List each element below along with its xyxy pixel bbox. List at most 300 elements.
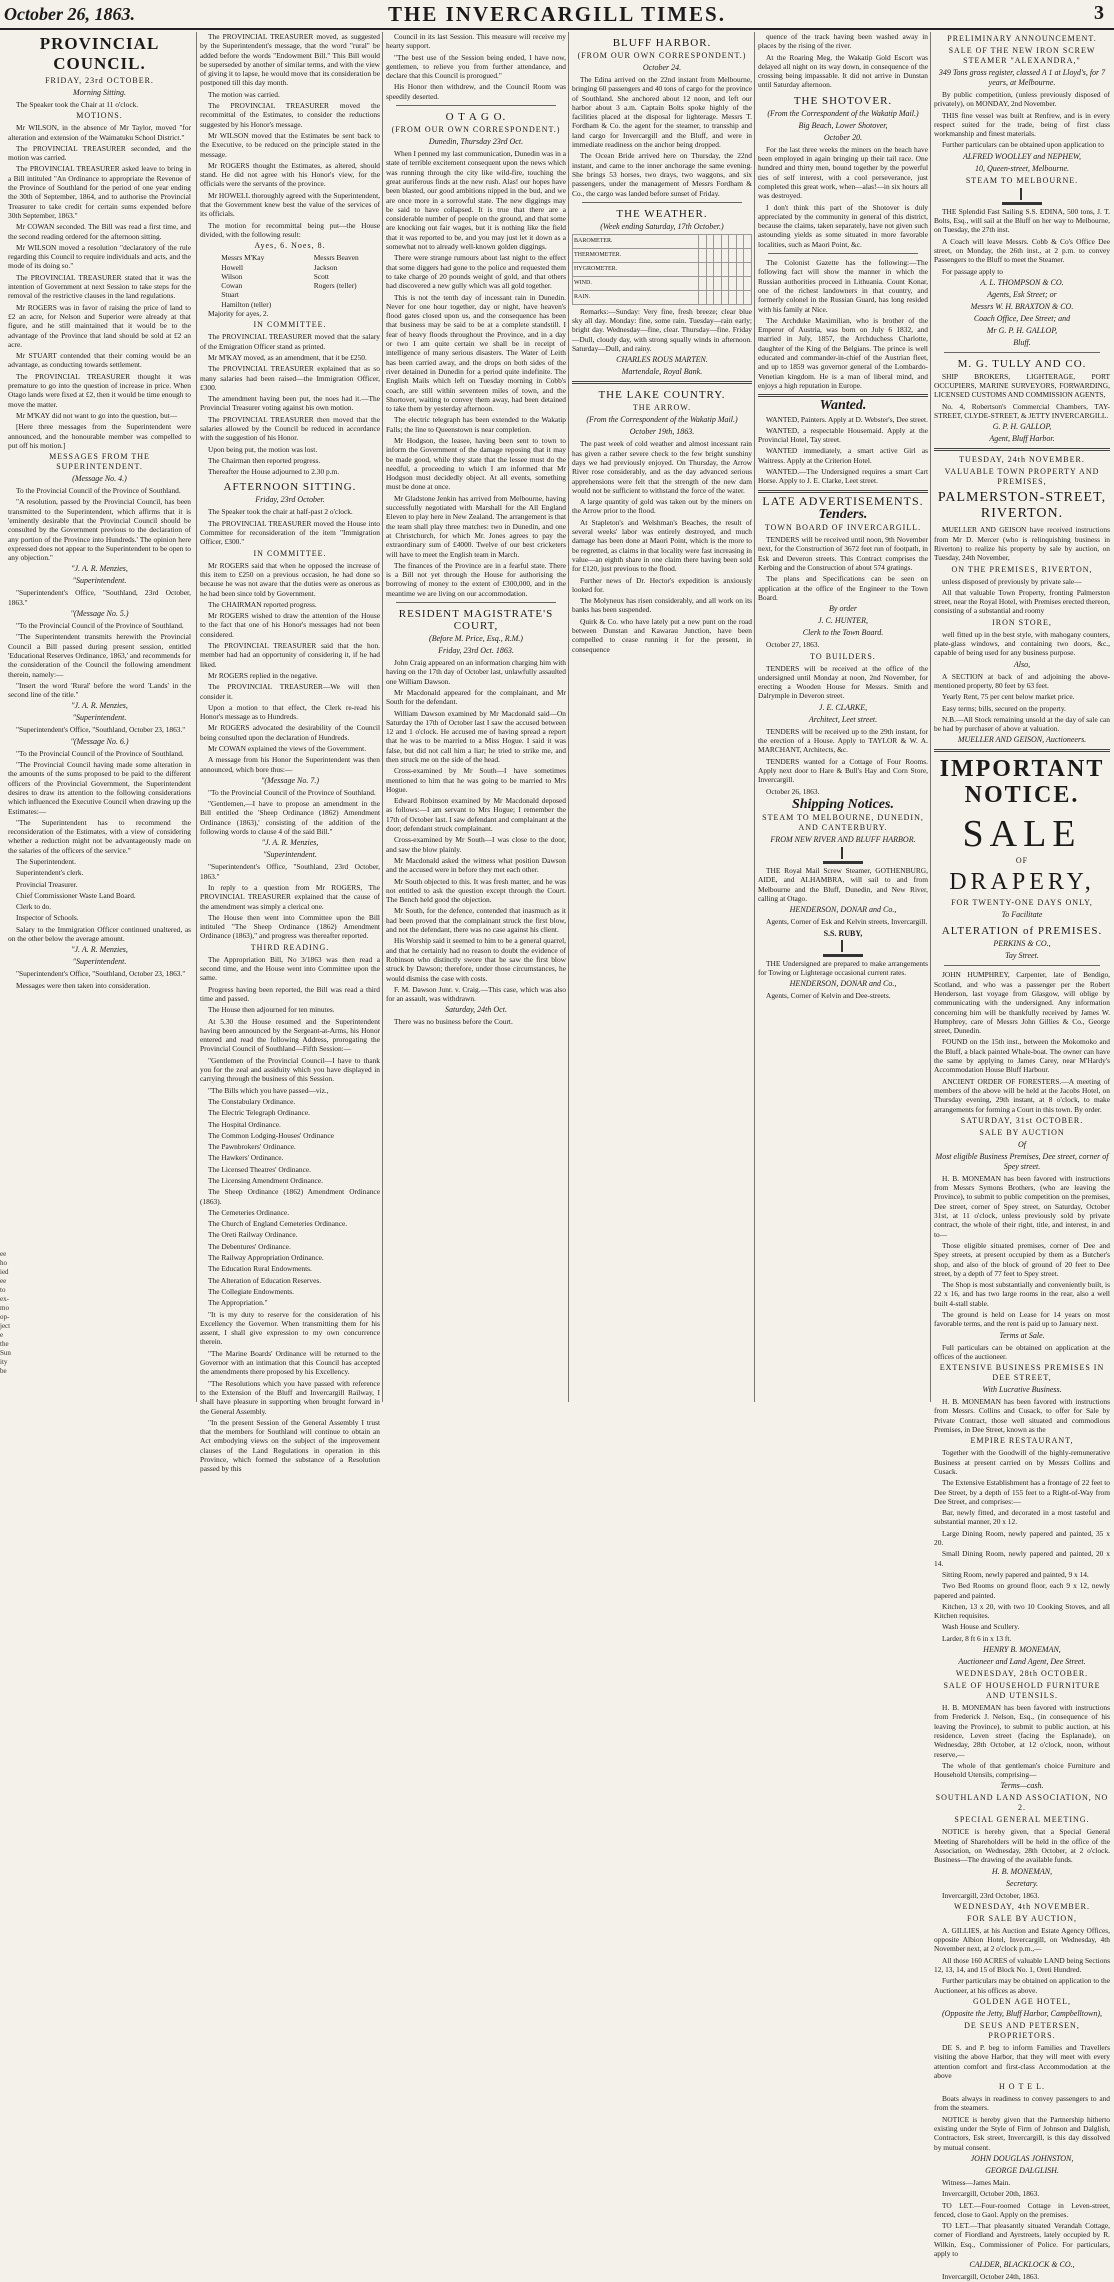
paragraph: The Appropriation Bill, No 3/1863 was then read a second time, and the House went into Committee upon the same. <box>200 954 380 983</box>
list-item: The Constabulary Ordinance. <box>208 1096 296 1106</box>
signature: J. C. HUNTER, <box>818 616 868 626</box>
paragraph: The past week of cold weather and almost incessant rain has given a rather severe check to the few bright sunshiny days we had previously enjoyed. On Thursday, the Arrow River rose considerably, and as the day advanced serious apprehensions were felt that the strength of the new dam would not be sufficient to withstand the force of the water. <box>572 439 752 495</box>
paragraph: The electric telegraph has been extended to the Wakatip Falls; the line to Queenstown is near completion. <box>386 415 566 434</box>
also-line: Also, <box>1013 659 1031 669</box>
columns <box>8 32 1110 2282</box>
paragraph: The PROVINCIAL TREASURER—We will then consider it. <box>200 682 380 701</box>
paragraph: Majority for ayes, 2. <box>208 309 269 319</box>
list-item: The Hospital Ordinance. <box>208 1119 281 1129</box>
fragment: op- <box>0 1313 10 1321</box>
agent-address: Agents, Esk Street; or <box>987 289 1057 299</box>
paragraph: There was no business before the Court. <box>394 1017 513 1027</box>
divider <box>758 394 928 397</box>
list-item: Howell <box>221 262 244 272</box>
list-item: Wash House and Scullery. <box>942 1622 1020 1632</box>
arrow-heading: THE ARROW. <box>632 403 692 413</box>
of-line: Of <box>1018 1139 1026 1149</box>
section-label: THIRD READING. <box>250 942 330 952</box>
divider <box>944 352 1100 353</box>
paragraph: The Edina arrived on the 22nd instant from Melbourne, bringing 60 passengers and 40 tons of cargo for the province of Southland. She anchored about 12 noon, and left our harbor about 3 a.m. Captain Bolts spoke highly of the facilities placed at the disposal for lighterage. Messrs T. Fordham & Co. the agent for the steamer, to transship and land cargo for Invercargill and the Bluff, and were in immediate readiness on the anchor being dropped. <box>572 75 752 150</box>
list-item: Salary to the Immigration Officer continued unaltered, as on the other below the average amount. <box>8 924 191 944</box>
column-1 <box>8 32 191 1402</box>
signature-title: Agent, Bluff Harbor. <box>989 434 1055 444</box>
paragraph: At Stapleton's and Welshman's Beaches, the result of several weeks' labor was entirely destroyed, and much damage has been done at Maori Point, which is the more to be regretted, as claims in that locality were fast increasing in value—an eighth share in one claim there having been sold for £120, just previous to the flood. <box>572 517 752 574</box>
weather-table <box>572 234 752 305</box>
paragraph: All those 160 ACRES of valuable LAND being Sections 12, 13, 14, and 15 of Block No. 1, Oreti Hundred. <box>934 1955 1110 1975</box>
column-2 <box>196 32 380 1474</box>
paragraph: The Molyneux has risen considerably, and all work on its banks has been suspended. <box>572 596 752 615</box>
signature-title: Architect, Leet street. <box>808 714 878 724</box>
list-item: The Licensing Amendment Ordinance. <box>208 1175 323 1185</box>
ship-icon <box>1002 188 1042 205</box>
paragraph: Mr ROGERS wished to draw the attention of the House to the fact that one of his Honor's messages had not been considered. <box>200 611 380 639</box>
steam-melbourne-heading: STEAM TO MELBOURNE. <box>965 175 1079 185</box>
list-item: The Sheep Ordinance (1862) Amendment Ordinance (1863). <box>200 1187 380 1206</box>
dateline: October 24. <box>642 63 682 72</box>
paragraph: By public competition, (unless previously disposed of privately), on MONDAY, 2nd November. <box>934 90 1110 109</box>
paragraph: Mr Hodgson, the leasee, having been sent to town to inform the Government of the damage reposing that it may be made good, while they state that the lessee must do the needful, a proceeding to which I am informed that Mr Hodgson must decidedly object. At all events, something must be done at once. <box>386 435 566 492</box>
section-label: IN COMMITTEE. <box>253 320 327 330</box>
divider <box>944 965 1100 966</box>
rooms-list <box>934 1508 1110 1643</box>
list-item: Provincial Treasurer. <box>16 879 78 889</box>
hotel-heading: H O T E L. <box>999 2082 1045 2092</box>
list-item: Rogers (teller) <box>313 281 357 291</box>
offices-list <box>8 857 191 943</box>
provincial-council-heading: PROVINCIAL COUNCIL. <box>39 34 160 73</box>
signature: "J. A. R. Menzies, <box>71 701 128 711</box>
bluff-harbor-heading: BLUFF HARBOR. <box>612 37 712 49</box>
paragraph: To the Provincial Council of the Province of Southland. <box>16 486 181 496</box>
paragraph: The whole of that gentleman's choice Furniture and Household Utensils, comprising— <box>934 1760 1110 1780</box>
paragraph: "Superintendent's Office, "Southland, 23rd October, 1863." <box>8 588 191 607</box>
list-item: Larder, 8 ft 6 in x 13 ft. <box>942 1633 1012 1643</box>
classified-ad: WANTED, a respectable Housemaid. Apply at the Provincial Hotel, Tay street. <box>758 425 928 445</box>
paragraph: The House then went into Committee upon the Bill intituled "The Sheep Ordinance (1862) Amendment Ordinance (1863)," and progress was thereafter reported. <box>200 912 380 941</box>
paragraph: The Ocean Bride arrived here on Thursday, the 22nd instant, and came to the inner anchorage the same evening. She brings 53 horses, two drays, two waggons, and six passengers, under the management of Messrs Fordham & Co., the cargo was landed before sunset of Friday. <box>572 151 752 198</box>
paragraph: Mr WILSON moved a resolution "declaratory of the rule regarding this Council to require individuals and acts, and the mode of its doing so." <box>8 242 191 271</box>
ayes-list <box>221 253 271 309</box>
paragraph: FOUND on the 15th inst., between the Mokomoko and the Bluff, a black painted Whale-boat. The owner can have the same by applying to James Carey, near M'Hardy's Accommodation House Bluff Harbour. <box>934 1037 1110 1075</box>
paragraph: "Gentlemen of the Provincial Council—I have to thank you for the zeal and assiduity which you have displayed in carrying through the business of this Session. <box>200 1055 380 1084</box>
dateline: SATURDAY, 31st OCTOBER. <box>960 1115 1084 1125</box>
fragment: Sun <box>0 1349 11 1357</box>
special-meeting-heading: SPECIAL GENERAL MEETING. <box>954 1815 1090 1825</box>
drapery-heading: DRAPERY, <box>949 869 1095 896</box>
signature-title: "Superintendent. <box>72 957 127 967</box>
palmerston-heading: PALMERSTON-STREET, RIVERTON. <box>937 490 1107 522</box>
paragraph: Mr M'KAY did not want to go into the question, but— <box>16 410 178 420</box>
paragraph: William Dawson examined by Mr Macdonald said—On Saturday the 17th of October last I saw the accused between 12 and 1 o'clock. He accused me of having spread a report that he was to be married to a Miss Hogue. I said it was false, but did not call him a liar; he tried to strike me, and then struck me on the side of the head. <box>386 708 566 764</box>
paragraph: The motion was carried. <box>208 89 280 99</box>
paragraph: THE Royal Mail Screw Steamer, GOTHENBURG, AIDE, and ALHAMBRA, will sail to and from Melbourne and the Bluff, Dunedin, and New River, calling at Otago. <box>758 866 928 903</box>
paragraph: In reply to a question from Mr ROGERS, The PROVINCIAL TREASURER explained that the cause of the amendment was simply a clerical one. <box>200 882 380 911</box>
list-item: Inspector of Schools. <box>16 913 79 923</box>
alteration-heading: ALTERATION of PREMISES. <box>941 925 1103 938</box>
signature: MUELLER AND GEISON, Auctioneers. <box>957 735 1087 745</box>
proprietors-line: DE SEUS AND PETERSEN, PROPRIETORS. <box>964 2020 1080 2040</box>
paragraph: The Archduke Maximilian, who is brother of the Emperor of Austria, was born on July 6 1832, and married in July, 1857, the Archduchess Charlotte, daughter of the King of the Belgians. The prince is well educated and commander-in-chief of the Austrian fleet, and up to 1859 was governor general of the Lombardo-Venetian kingdom. He is a man of liberal mind, and enjoys a high reputation in Europe. <box>758 315 928 390</box>
dateline: October 20. <box>823 132 863 142</box>
paragraph: Agents, Corner of Kelvin and Dee-streets. <box>766 991 891 1001</box>
list-item: Large Dining Room, newly papered and painted, 35 x 20. <box>934 1528 1110 1548</box>
builders-heading: TO BUILDERS. <box>810 651 876 661</box>
paragraph: Messages were then taken into consideration. <box>16 980 151 990</box>
paragraph: Edward Robinson examined by Mr Macdonald deposed as follows:—I am servant to Mrs Hogue; I remember the 17th of October last. I saw defendant and complainant at the door; defendant struck complainant. <box>386 796 566 834</box>
twenty-one-days-line: FOR TWENTY-ONE DAYS ONLY, <box>951 898 1093 908</box>
paragraph: For passage apply to <box>942 266 1003 276</box>
paragraph: The Chairman then reported progress. <box>208 455 321 465</box>
tully-heading: M. G. TULLY AND CO. <box>957 357 1087 370</box>
signature-title: Auctioneer and Land Agent, Dee Street. <box>958 1657 1086 1667</box>
paragraph: Easy terms; bills, secured on the property. <box>942 703 1066 713</box>
signature-title: "Superintendent. <box>72 713 127 723</box>
list-item: Messrs M'Kay <box>221 253 265 263</box>
paragraph: October 26, 1863. <box>766 786 820 796</box>
list-item: Clerk to do. <box>16 902 52 912</box>
paragraph: H. B. MONEMAN has been favored with instructions from Messrs. Collins and Cusack, to offer for Sale by Private Contract, those well situated and commodious Premises, in Dee Street, known as the <box>934 1397 1110 1435</box>
paragraph: The PROVINCIAL TREASURER explained that as so many salaries had been raised—the Immigration Officer, £300. <box>200 364 380 392</box>
paragraph: His Worship said it seemed to him to be a general quarrel, and that he certainly had no reason to doubt the evidence of Robinson who distinctly swore that he saw the first blow struck by Dawson; therefore, under those circumstances, he would dismiss the case with costs. <box>386 936 566 983</box>
paragraph: Boats always in readiness to convey passengers to and from the steamers. <box>934 2094 1110 2113</box>
paragraph: Cross-examined by Mr South—I was close to the door, and saw the blow plainly. <box>386 835 566 854</box>
resident-magistrate-heading: RESIDENT MAGISTRATE'S COURT, <box>398 608 554 633</box>
sitting-line: Morning Sitting. <box>73 88 126 97</box>
valuable-property-heading: VALUABLE TOWN PROPERTY AND PREMISES, <box>944 467 1100 487</box>
golden-age-hotel-heading: GOLDEN AGE HOTEL, <box>972 1996 1072 2006</box>
paragraph: ANCIENT ORDER OF FORESTERS.—A meeting of members of the above will be held at the Jacobs Hotel, on Thursday evening, 29th instant, at 8 o'clock, to make arrangements for forming a Court in this town. By order. <box>934 1076 1110 1114</box>
paragraph: "The Bills which you have passed—viz., <box>208 1085 329 1095</box>
list-item: The Oreti Railway Ordinance. <box>208 1230 298 1240</box>
fragment: ied <box>0 1268 9 1276</box>
paragraph: F. M. Dawson Junr. v. Craig.—This case, which was also for an assault, was withdrawn. <box>386 984 566 1004</box>
table-cell: WIND. <box>573 276 699 290</box>
paragraph: Mr ROGERS was in favor of raising the price of land to £2 an acre, for Nelson and Superior were already at that figure, and he still maintained that it would be to the advantage of the Province that land should be sold at £2 an acre. <box>8 302 191 349</box>
correspondent-line: (FROM OUR OWN CORRESPONDENT.) <box>577 51 747 60</box>
paragraph: The PROVINCIAL TREASURER thought it was premature to go into the question of increase in price. When Otago lands were fixed at £2, then it would be time enough to move the matter. <box>8 371 191 409</box>
paragraph: A. GILLIES, at his Auction and Estate Agency Offices, opposite Albion Hotel, Invercargill, on Wednesday, 4th November next, at 2 o'clock p.m.,— <box>934 1925 1110 1954</box>
paragraph: THE Undersigned are prepared to make arrangements for Towing or Lighterage occasional current rates. <box>758 958 928 978</box>
paragraph: I don't think this part of the Shotover is duly appreciated by the community in general of this district, because the claims, taken separately, have not given such astounding yields as some situated in more favorable localities, such as Maori Point, &c. <box>758 202 928 249</box>
paragraph: TENDERS will be received up to the 29th instant, for the erection of a House. Apply to TAYLOR & W. A. MARCHANT, Architects, &c. <box>758 726 928 755</box>
paragraph: Mr ROGERS thought the Estimates, as altered, should stand. He did not agree with his Honor's view, for the officials were the servants of the province. <box>200 160 380 189</box>
list-item: Cowan <box>221 281 243 291</box>
paragraph: All that valuable Town Property, fronting Palmerston street, near the Royal Hotel, with Premises erected thereon, consisting of a substantial and roomy <box>934 587 1110 616</box>
message-number: "(Message No. 5.) <box>70 609 129 619</box>
paragraph: TO LET.—Four-roomed Cottage in Leven-street, fenced, close to Gaol. Apply on the premises. <box>934 2200 1110 2219</box>
paragraph: Further particulars may be obtained on application to the Auctioneer, at his offices as above. <box>934 1976 1110 1995</box>
agent: A. L. THOMPSON & CO. <box>980 277 1064 287</box>
paragraph: Mr WILSON, in the absence of Mr Taylor, moved "for alteration and extension of the Waimatuku School District." <box>8 123 191 142</box>
column-4 <box>568 32 752 1402</box>
steam-subheading: FROM NEW RIVER AND BLUFF HARBOR. <box>770 835 916 845</box>
paragraph: H. B. MONEMAN has been favored with instructions from Frederick J. Nelson, Esq., (in consequence of his leaving the Province), to submit to public auction, at his residence, Leven street (facing the Esplanade), on Wednesday, 28th October, at 12 o'clock, noon, without reserve,— <box>934 1703 1110 1759</box>
paragraph: Quirk & Co. who have lately put a new punt on the road between Dunstan and Kawarau Junction, have been compelled to cease running it for the present, in consequence <box>572 616 752 654</box>
list-item: The Railway Appropriation Ordinance. <box>208 1253 324 1263</box>
paragraph: "Insert the word 'Rural' before the word 'Lands' in the second line of the title." <box>8 680 191 700</box>
paragraph: DE S. and P. beg to inform Families and Travellers visiting the above Harbor, that they will meet with every attention comfort and first-class Accommodation at the above <box>934 2042 1110 2080</box>
table-row <box>573 276 752 290</box>
signature-title: Tay Street. <box>1005 951 1039 961</box>
list-item: Jackson <box>313 262 338 272</box>
divider <box>572 381 752 384</box>
dateline: Saturday, 24th Oct. <box>445 1005 507 1015</box>
land-association-heading: SOUTHLAND LAND ASSOCIATION, NO 2. <box>935 1793 1109 1813</box>
paragraph: The PROVINCIAL TREASURER stated that it was the intention of Government at next Session to take steps for the removal of the restrictive clauses in the land regulations. <box>8 272 191 301</box>
paragraph: "To the Provincial Council of the Province of Southland. <box>208 787 376 797</box>
paragraph: Mr M'KAY moved, as an amendment, that it be £250. <box>208 352 367 362</box>
division-heading: Ayes, 6. Noes, 8. <box>254 241 326 251</box>
paragraph: [Here three messages from the Superintendent were announced, and the honourable member was compelled to put off his motion.] <box>8 422 191 450</box>
dateline: WEDNESDAY, 28th OCTOBER. <box>955 1669 1089 1679</box>
list-item: The Cemeteries Ordinance. <box>208 1207 290 1217</box>
paragraph: Mr Macdonald asked the witness what position Dawson and the accused were in before they met each other. <box>386 855 566 875</box>
paragraph: The ground is held on Lease for 14 years on most favorable terms, and the rent is paid up to January next. <box>934 1310 1110 1329</box>
paragraph: A SECTION at back of and adjoining the above-mentioned property, 80 feet by 63 feet. <box>934 671 1110 690</box>
paragraph: H. B. MONEMAN has been favored with instructions from Messrs Symons Brothers, (who are leaving the Province), to submit to public competition on the premises, Dee street, corner of Spey street, on Saturday, October 31st, at 11 o'clock, unless previously sold by private contract, the whole of their right, title, and interest, in and to— <box>934 1173 1110 1239</box>
signature: "J. A. R. Menzies, <box>261 838 319 848</box>
fragment: ject <box>0 1322 11 1330</box>
list-item: The Hawkers' Ordinance. <box>208 1153 284 1163</box>
signature: H. B. MONEMAN, <box>991 1866 1053 1876</box>
paragraph: "The Provincial Council having made some alteration in the amounts of the sums proposed to be paid to the different officers of the Provincial Government, the Superintendent desires to draw its attention to the following considerations which influenced the Executive Council when drawing up the Estimates:— <box>8 760 191 816</box>
paragraph: Mr Gladstone Jenkin has arrived from Melbourne, having successfully negotiated with Marshall for the All England Eleven to play here in New Zealand. The arrangement is that the team shall play three matches: two in Dunedin, and one at Christchurch, for which Mr. Jones agrees to pay the extraordinary sum of £4000. Twelve of our best cricketers will have to meet the English team in March. <box>386 493 566 559</box>
ship-icon <box>823 847 863 864</box>
paragraph: At 5.30 the House resumed and the Superintendent having been announced by the Sergeant-at-Arms, his Honor entered and read the following Address, prorogating the Provincial Council of Southland—Fifth Session:— <box>200 1016 380 1054</box>
court-subheading: (Before M. Price, Esq., R.M.) <box>429 634 523 644</box>
list-item: The Church of England Cemeteries Ordinance. <box>208 1219 348 1229</box>
signature: "J. A. R. Menzies, <box>71 945 128 955</box>
divider <box>396 602 556 603</box>
paragraph: The amendment having been put, the noes had it.—The Provincial Treasurer voting against his own motion. <box>200 394 380 413</box>
signature: GEORGE DALGLISH. <box>985 2165 1059 2175</box>
paragraph: Mr South objected to this. It was fresh matter, and he was not entitled to ask the question except through the Court. The Bench held good the objection. <box>386 876 566 905</box>
list-item: The Collegiate Endowments. <box>208 1286 294 1296</box>
paragraph: THE Splendid Fast Sailing S.S. EDINA, 500 tons, J. T. Bolts, Esq., will sail at the Bluff on her way to Melbourne, on Tuesday, the 27th inst. <box>934 206 1110 235</box>
paragraph: When I penned my last communication, Dunedin was in a state of terrible excitement consequent upon the news which was running through the city like wild-fire, touching the great auriferous finds at the new rush. Alas! our hopes have been blasted, our good ambitions nipped in the bud, and we are once more in a sorrowful state. The new diggings may be said to have collapsed. It is true that there are a considerable number of people on the ground, and that some are knocking out fair wages, but it is nothing like the field that it was reported to be, and you may just let it down as a somewhat not to already well-known golden diggings. <box>386 149 566 252</box>
dateline: October 19th, 1863. <box>629 427 695 437</box>
paragraph: For the last three weeks the miners on the beach have been employed in again bringing up their tail race. One hundred and thirty men, bound together by the powerful ties of self interest, with a cool perseverance, just completed this great work, when—alas!—in six hours all was destroyed. <box>758 144 928 201</box>
list-item: The Appropriation." <box>208 1298 268 1308</box>
paragraph: The PROVINCIAL TREASURER moved the House into Committee for reconsideration of the item "Immigration Officer, £300." <box>200 518 380 547</box>
correspondent-line: (From the Correspondent of the Wakatip Mail.) <box>586 415 738 425</box>
paragraph: NOTICE is hereby given, that a Special General Meeting of Shareholders will be held in the office of the Association, on Wednesday, 28th October, at 2 o'clock. Business—The drawing of the available funds. <box>934 1827 1110 1865</box>
tenders-heading: Tenders. <box>818 506 868 522</box>
list-item: Superintendent's clerk. <box>16 868 84 878</box>
fragment: ex- <box>0 1295 9 1303</box>
paragraph: TO LET.—That pleasantly situated Verandah Cottage, corner of Fiordland and Ayrstreets, lately occupied by R. Wilkin, Esq., Commissioner of Police. For particulars, apply to <box>934 2221 1110 2258</box>
paragraph: Mr COWAN explained the views of the Government. <box>208 744 367 753</box>
paragraph: John Craig appeared on an information charging him with having on the 17th day of October last, unlawfully assaulted one William Dawson. <box>386 658 566 686</box>
signature: ALFRED WOOLLEY and NEPHEW, <box>963 151 1081 161</box>
paragraph: Full particulars can be obtained on application at the offices of the auctioneer. <box>934 1342 1110 1361</box>
premises-heading: ON THE PREMISES, RIVERTON, <box>951 564 1093 574</box>
table-row <box>573 262 752 276</box>
paragraph: Invercargill, 23rd October, 1863. <box>942 1890 1040 1900</box>
paragraph: At the Roaring Meg, the Wakatip Gold Escort was delayed all night on its way down, in consequence of the crossing being impassable. It did not arrive in Dunstan until Saturday afternoon. <box>758 52 928 90</box>
paragraph: "The Marine Boards' Ordinance will be returned to the Governor with an intimation that this Council has accepted the amendments there proposed by his Excellency. <box>200 1348 380 1377</box>
terms-line: Terms—cash. <box>1000 1781 1044 1791</box>
masthead <box>0 0 1114 30</box>
newspaper-title: THE INVERCARGILL TIMES. <box>388 2 726 26</box>
late-advertisements-heading: LATE ADVERTISEMENTS. <box>762 493 924 508</box>
paragraph: "The Superintendent transmits herewith the Provincial Council a Bill passed during present session, entitled 'Educational Reserves Ordinance, 1863,' and recommends for the consideration of the Council the following amendment therein, namely:— <box>8 632 191 679</box>
paragraph: Witness—James Main. <box>942 2177 1011 2187</box>
table-row <box>573 248 752 262</box>
page-number: 3 <box>1094 2 1104 24</box>
wanted-heading: Wanted. <box>819 398 867 414</box>
list-item: Messrs Beaven <box>313 253 359 263</box>
paragraph: Invercargill, October 24th, 1863. <box>942 2272 1040 2282</box>
column-5 <box>754 32 928 1402</box>
list-item: The Superintendent. <box>16 857 76 866</box>
paragraph: "To the Provincial Council of the Province of Southland. <box>16 621 184 631</box>
section-label: IN COMMITTEE. <box>253 548 327 558</box>
divider <box>396 105 556 106</box>
paragraph: Mr WILSON moved that the Estimates be sent back to the Executive, to be reduced on the principle stated in the message. <box>200 130 380 159</box>
paragraph: The CHAIRMAN reported progress. <box>208 599 317 609</box>
list-item: The Licensed Theatres' Ordinance. <box>208 1164 311 1174</box>
column-3 <box>382 32 566 1402</box>
classified-ad: WANTED, Painters. Apply at D. Webster's, Dee street. <box>766 414 928 424</box>
list-item: The Pawnbrokers' Ordinance. <box>208 1142 296 1152</box>
fragment: e <box>0 1331 4 1339</box>
signature: HENRY B. MONEMAN, <box>983 1645 1061 1655</box>
paragraph: The PROVINCIAL TREASURER seconded, and the motion was carried. <box>8 143 191 163</box>
paragraph: "The best use of the Session being ended, I have now, gentlemen, to relieve you from further attendance, and declare that this Council is prorogued." <box>386 52 566 81</box>
table-cell: RAIN. <box>573 290 699 304</box>
paragraph: A message from his Honor the Superintendent was then announced, which bore thus:— <box>200 755 380 774</box>
paragraph: The PROVINCIAL TREASURER said that the hon. member had had an opportunity of considering it, if he had liked. <box>200 641 380 669</box>
message-number: "(Message No. 6.) <box>70 736 129 746</box>
paragraph: well fitted up in the best style, with mahogany counters, plate-glass windows, and containing two doors, &c., capable of being used for any business purpose. <box>934 629 1110 658</box>
paragraph: Together with the Goodwill of the highly-remunerative Business at present carried on by Messrs Collins and Cusack. <box>934 1448 1110 1476</box>
signature-line: By order <box>829 604 857 614</box>
paragraph: "Superintendent's Office, "Southland, October 23, 1863." <box>16 969 186 979</box>
paragraph: Mr HOWELL thoroughly agreed with the Superintendent, that the Government knew best the value of the services of its officials. <box>200 190 380 219</box>
signature: "J. A. R. Menzies, <box>71 564 128 574</box>
paragraph: SHIP BROKERS, LIGHTERAGE, PORT OCCUPIERS, MARINE SURVEYORS, FORWARDING, LICENSED CUSTOMS AND COMMISSION AGENTS, <box>934 371 1110 400</box>
paragraph: Yearly Rent, 75 per cent below market price. <box>942 692 1075 702</box>
paragraph: Thereafter the House adjourned to 2.30 p.m. <box>208 467 340 477</box>
paragraph: Mr STUART contended that their coming would be an advantage, as conducting towards settlement. <box>8 351 191 370</box>
sale-by-auction-heading: FOR SALE BY AUCTION, <box>967 1913 1077 1923</box>
signature: HENDERSON, DONAR and Co., <box>789 905 897 915</box>
paragraph: Agents, Corner of Esk and Kelvin streets, Invercargill. <box>766 917 928 927</box>
auction-subheading: Most eligible Business Premises, Dee street, corner of Spey street. <box>935 1151 1109 1171</box>
steamer-sale-subheading: 349 Tons gross register, classed A 1 at Lloyd's, for 7 years, at Melbourne. <box>938 68 1106 87</box>
paragraph: quence of the track having been washed away in places by the rising of the river. <box>758 32 928 51</box>
location-line: Big Beach, Lower Shotover, <box>798 120 888 130</box>
observer-name: CHARLES ROUS MARTEN. <box>616 355 708 365</box>
paragraph: Upon a motion to that effect, the Clerk re-read his Honor's message as to Hundreds. <box>200 702 380 722</box>
classified-ad: WANTED immediately, a smart active Girl as Waitress. Apply at the Criterion Hotel. <box>758 446 928 465</box>
column-6 <box>930 32 1110 2282</box>
fragment: ee <box>0 1277 7 1285</box>
of-line: OF <box>1015 856 1029 866</box>
paragraph: Those eligible situated premises, corner of Dee and Spey streets, at present occupied by them as a Butcher's shop, and also of the block of ground of 20 feet to Dee street, by a depth of 77 feet to Spey street. <box>934 1240 1110 1278</box>
paragraph: Mr South, for the defence, contended that inasmuch as it had been proved that the complainant struck the first blow, and not the defendant, there was no case against his client. <box>386 906 566 935</box>
section-label: MOTIONS. <box>76 111 123 121</box>
household-sale-heading: SALE OF HOUSEHOLD FURNITURE AND UTENSILS. <box>943 1681 1101 1701</box>
paragraph: The Shop is most substantially and conveniently built, is 22 x 16, and has two large rooms in the rear, also a well built 4-stall stable. <box>934 1280 1110 1308</box>
paragraph: The House then adjourned for ten minutes. <box>208 1005 335 1015</box>
paragraph: "The Resolutions which you have passed with reference to the Extension of the Bluff and Invercargill Railway, I shall have pleasure in supporting when brought forward in the General Assembly. <box>200 1378 380 1416</box>
paragraph: A Coach will leave Messrs. Cobb & Co's Office Dee street, on Monday, the 26th inst., at 2 p.m. to convey Passengers to the Bluff to meet the Steamer. <box>934 236 1110 265</box>
paragraph: Remarks:—Sunday: Very fine, fresh breeze; clear blue sky all day. Monday: fine, some rain. Tuesday—rain early; bright day. Wednesday—fine, clear. Thursday—fine. Friday—Dull, cloudy day, with strong squally winds in afternoon. Saturday—Dull, and rainy. <box>572 306 752 354</box>
classified-ad: WANTED.—The Undersigned requires a smart Cart Horse. Apply to J. E. Clarke, Leet street. <box>758 466 928 486</box>
agent: Mr G. P. H. GALLOP, <box>986 325 1058 335</box>
paragraph: "To the Provincial Council of the Province of Southland. <box>16 748 184 758</box>
paragraph: TENDERS will be received at the office of the undersigned until Monday at noon, 2nd November, for erecting a Wooden House for Messrs. Smith and Dalrymple in Deveron street. <box>758 663 928 701</box>
lake-country-heading: THE LAKE COUNTRY. <box>598 389 726 402</box>
ship-icon <box>823 940 863 957</box>
signature: J. E. CLARKE, <box>818 702 868 712</box>
paragraph: Mr COWAN seconded. The Bill was read a first time, and the second reading ordered for the afternoon sitting. <box>8 222 191 241</box>
paragraph: Further news of Dr. Hector's expedition is anxiously looked for. <box>572 575 752 594</box>
signature: PERKINS & CO., <box>993 939 1051 949</box>
paragraph: MUELLER AND GEISON have received instructions from Mr D. Mercer (who is relinquishing business in Riverton) to realize his property by sale by auction, on Tuesday, 24th November, <box>934 525 1110 563</box>
terms-line: Terms at Sale. <box>999 1330 1045 1340</box>
paragraph: Council in its last Session. This measure will receive my hearty support. <box>386 32 566 51</box>
paragraph: Invercargill, October 20th, 1863. <box>942 2189 1040 2199</box>
section-label: MESSAGES FROM THE SUPERINTENDENT. <box>49 452 150 472</box>
paragraph: THIS fine vessel was built at Renfrew, and is in every respect suited for the trade, being of first class workmanship and finest materials. <box>934 110 1110 139</box>
divider <box>758 490 928 493</box>
list-item: Kitchen, 13 x 20, with two 10 Cooking Stoves, and all Kitchen requisites. <box>934 1601 1110 1621</box>
paragraph: The PROVINCIAL TREASURER then moved that the salaries allowed by the Council be reduced in accordance with the suggestion of his Honor. <box>200 414 380 443</box>
paragraph: This is not the tenth day of incessant rain in Dunedin. Never for one hour together, day or night, have heaven's flood gates closed upon us, and the consequence has been that business may be said to be at a complete standstill. I fear of heavy floods throughout the Province, and in a day or two I am quite certain we shall be in receipt of intelligence of many serious disasters. The Water of Leith has been carried away, and the drops on both sides of the river detained in Dunedin for a period quite indefinite. The English Mails which left on Tuesday morning in Cobb's coach, are still within seventeen miles of town, and the Shortover, waiting to convey them away, had been detained to take them by yesterday afternoon. <box>386 292 566 414</box>
noes-list <box>314 253 359 309</box>
issue-date: October 26, 1863. <box>4 4 135 24</box>
paragraph: The PROVINCIAL TREASURER moved the recommittal of the Estimates, to consider the reductions suggested by his Honor's message. <box>200 101 380 129</box>
iron-store-heading: IRON STORE, <box>992 617 1052 627</box>
paragraph: The PROVINCIAL TREASURER moved, as suggested by the Superintendent's message, that the word "rural" be added before the words "Endowment Bill." This Bill would be superseded by another of similar terms, and with the view of giving it to lapse, he would move that its consideration be postponed till this day month. <box>200 32 380 88</box>
signature-title: 10, Queen-street, Melbourne. <box>974 163 1070 173</box>
shipping-notices-heading: Shipping Notices. <box>792 796 894 812</box>
fragment: to <box>0 1286 6 1294</box>
list-item: Two Bed Rooms on ground floor, each 9 x 12, newly papered and painted. <box>934 1581 1110 1600</box>
paragraph: There were strange rumours about last night to the effect that some diggers had gone to the police and requested them to take charge of 20 pounds weight of gold, and that others had discovered a new gully which was all gold together. <box>386 253 566 291</box>
empire-restaurant-heading: EMPIRE RESTAURANT, <box>970 1436 1074 1446</box>
paragraph: The Extensive Establishment has a frontage of 22 feet to Dee Street, by a depth of 155 feet to a Right-of-Way from Dee Street, and comprises:— <box>934 1478 1110 1506</box>
dateline: WEDNESDAY, 4th NOVEMBER. <box>953 1901 1090 1911</box>
paragraph: "Superintendent's Office, "Southland, October 23, 1863." <box>16 725 186 735</box>
agent-address: Coach Office, Dee Street; and <box>973 313 1071 323</box>
paragraph: Progress having been reported, the Bill was read a third time and passed. <box>200 984 380 1003</box>
correspondent-line: (From the Correspondent of the Wakatip Mail.) <box>767 108 919 118</box>
paragraph: "Superintendent's Office, "Southland, 23rd October, 1863." <box>200 862 380 881</box>
dateline: Friday, 23rd Oct. 1863. <box>438 646 514 656</box>
lucrative-line: With Lucrative Business. <box>982 1385 1062 1395</box>
list-item: Sitting Room, newly papered and painted, 9 x 14. <box>942 1569 1089 1579</box>
paragraph: TENDERS wanted for a Cottage of Four Rooms. Apply next door to Hare & Bull's Hay and Corn Store, Invercargill. <box>758 756 928 785</box>
paragraph: TENDERS will be received until noon, 9th November next, for the Construction of 3672 feet run of footpath, in Esk and Deveron streets. This Contract comprises the Kerbing and the Construction of about 574 gratings. <box>758 535 928 573</box>
paragraph: Mr Macdonald appeared for the complainant, and Mr South for the defendant. <box>386 687 566 707</box>
dateline: TUESDAY, 24th NOVEMBER. <box>959 455 1085 465</box>
paragraph: Mr ROGERS said that when he opposed the increase of this item to £250 on a previous occasion, he had done so because he was not aware that the duties were as onerous as he had been since told by Government. <box>200 560 380 598</box>
divider <box>934 448 1110 451</box>
division-lists <box>200 253 380 309</box>
paragraph: "It is my duty to reserve for the consideration of his Excellency the Governor. When transmitting them for his assent, I shall give expression to my own concurrence therein. <box>200 1309 380 1347</box>
fragment: the <box>0 1340 9 1348</box>
dateline: Dunedin, Thursday 23rd Oct. <box>428 137 524 147</box>
paragraph: Upon being put, the motion was lost. <box>208 444 318 454</box>
paragraph: Mr ROGERS replied in the negative. <box>208 670 318 680</box>
weather-heading: THE WEATHER. <box>616 207 708 220</box>
afternoon-sitting-heading: AFTERNOON SITTING. <box>223 481 357 494</box>
list-item: Hamilton (teller) <box>221 299 272 309</box>
